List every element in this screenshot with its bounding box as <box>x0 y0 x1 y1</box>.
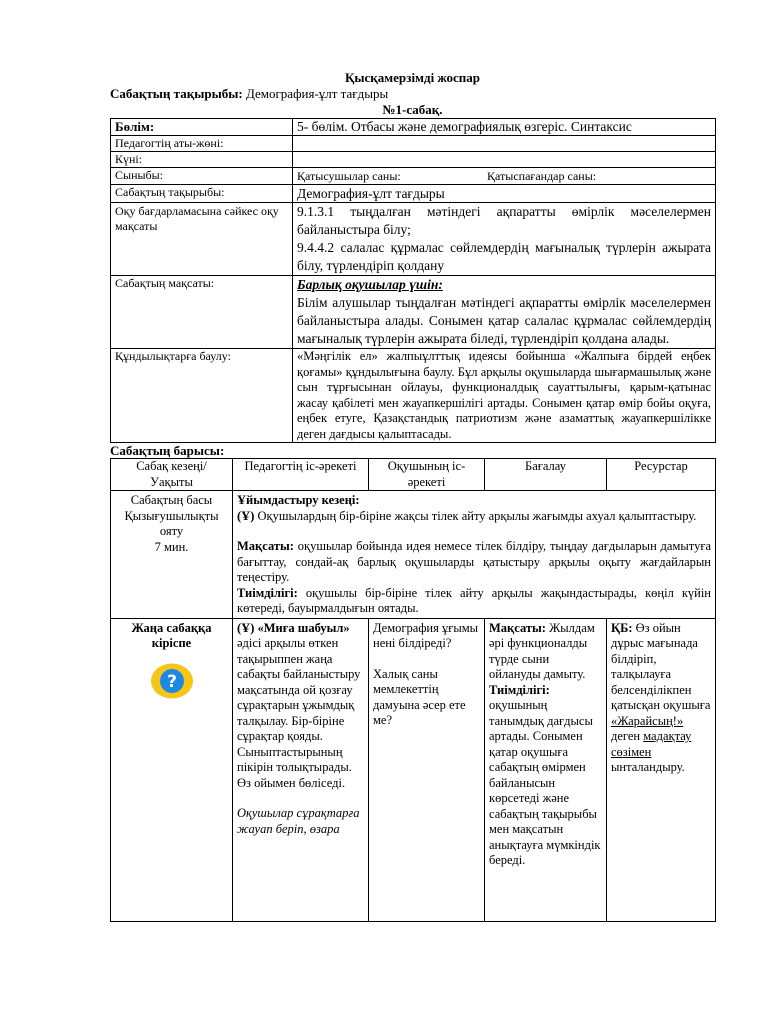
topic-value: Демография-ұлт тағдыры <box>293 185 716 203</box>
goal-text: оқушылар бойында идея немесе тілек білдіру, тыңдау дағдыларын дамытуға бағыттау, сондай-ақ барлық оқушыларды қатыстыру арқылы оқыту жағдайларын теңестіру. <box>237 539 711 584</box>
goals-heading: Барлық оқушылар үшін: <box>297 277 443 292</box>
stage-1-content <box>233 491 716 619</box>
praise-phrase: мадақтау сөзімен <box>611 729 692 759</box>
assess-goal-label: Мақсаты: <box>489 620 546 635</box>
stage-1-name-cell <box>111 491 233 619</box>
meta-table <box>110 118 716 443</box>
flow-header-row <box>111 459 716 491</box>
objectives-row <box>111 203 716 276</box>
date-value <box>293 152 716 168</box>
class-label: Сыныбы: <box>111 168 293 185</box>
teacher-label: Педагогтің аты-жөні: <box>111 136 293 152</box>
col-header-student: Оқушының іс-әрекеті <box>369 459 485 491</box>
stage-2-teacher-cell <box>233 618 369 921</box>
values-label: Құндылықтарға баулу: <box>111 349 293 443</box>
teacher-row <box>111 136 716 152</box>
col-header-stage: Сабақ кезеңі/Уақыты <box>111 459 233 491</box>
student-question-1: Демография ұғымы нені білдіреді? <box>373 620 479 650</box>
question-icon <box>150 662 194 700</box>
share-text: Өз ойымен бөліседі. <box>237 775 346 790</box>
brainstorm-method: (Ұ) «Миға шабуыл» <box>237 620 350 635</box>
section-value: 5- бөлім. Отбасы және демографиялық өзгеріс. Синтаксис <box>293 119 716 136</box>
stage-2-student-cell <box>369 618 485 921</box>
lesson-plan-page <box>110 68 715 922</box>
assess-goal-text: Жылдам әрі функционалды түрде сыни ойлануды дамыту. <box>489 620 595 681</box>
lesson-flow-table <box>110 458 716 922</box>
fa-label: ҚБ: <box>611 620 633 635</box>
assess-effect-text: оқушының танымдық дағдысы артады. Сонымен қатар оқушыға сабақтың өмірмен байланысын көрсетеді және сабақтың тақырыбы мен мақсатын анықтауға мүмкіндік береді. <box>489 698 601 867</box>
col-header-resources: Ресурстар <box>607 459 716 491</box>
present-label: Қатысушылар саны: <box>297 169 401 183</box>
date-label: Күні: <box>111 152 293 168</box>
goals-cell <box>293 276 716 349</box>
topic-row <box>111 185 716 203</box>
effect-text: оқушылы бір-біріне тілек айту арқылы жақындастырады, көңіл күйін көтереді, бауырмалдығын оятады. <box>237 585 711 615</box>
section-row <box>111 119 716 136</box>
objective-2: 9.4.4.2 салалас құрмалас сөйлемдердің мағыналық түрлерін ажырата білу, түрлендіріп қолдану <box>297 240 711 273</box>
values-text: «Мәңгілік ел» жалпыұлттық идеясы бойынша «Жалпыға бірдей еңбек қоғамы» құндылығына баулу. Бұл арқылы оқушыларда шығармашылық және сын тұрғысынан ойлауы, функционалдық сауаттылығы, қарым-қатынас жасау қабілеті мен жауапкершілігі артады. Сонымен қатар өмір бойы оқуға, еңбек етуге, Қазақстандық патриотизм және азаматтық жауапкершілікке деген дағдысы қалыптасады. <box>293 349 716 443</box>
students-answer-text: Оқушылар сұрақтарға жауап беріп, өзара <box>237 806 360 836</box>
header-topic <box>110 86 715 102</box>
svg-text:?: ? <box>166 671 177 692</box>
fa-mid: деген <box>611 729 644 743</box>
brainstorm-text: әдісі арқылы өткен тақырыппен жаңа сабақты байланыстыру мақсатында ой қозғау сұрақтарын ұжымдық талқылау. Бір-біріне сұрақтар қояды. Сыныптастырының пікірін толықтырады. <box>237 636 361 774</box>
date-row <box>111 152 716 168</box>
effect-label: Тиімділігі: <box>237 585 298 600</box>
teacher-value <box>293 136 716 152</box>
header-topic-value: Демография-ұлт тағдыры <box>242 86 389 101</box>
stage-2-name: Жаңа сабаққа кіріспе <box>131 620 212 650</box>
goals-label: Сабақтың мақсаты: <box>111 276 293 349</box>
assess-effect-label: Тиімділігі: <box>489 682 550 697</box>
values-row <box>111 349 716 443</box>
objectives-cell <box>293 203 716 276</box>
objective-1: 9.1.3.1 тыңдалған мәтіндегі ақпаратты өмірлік мәселелермен байланыстыра білу; <box>297 204 711 237</box>
lesson-flow-title: Сабақтың барысы: <box>110 443 225 458</box>
lesson-number: №1-сабақ. <box>382 102 443 117</box>
topic-label: Сабақтың тақырыбы: <box>111 185 293 203</box>
section-label: Бөлім: <box>111 119 293 136</box>
fa-end: ынталандыру. <box>611 760 685 774</box>
stage-1-time: 7 мин. <box>154 539 189 554</box>
fa-text: Өз ойын дұрыс мағынада білдіріп, талқылауға белсенділікпен қатысқан оқушыға <box>611 620 711 712</box>
praise-word: «Жарайсың!» <box>611 713 684 728</box>
stage-2-name-cell <box>111 618 233 921</box>
goals-text: Білім алушылар тыңдалған мәтіндегі ақпаратты өмірлік мәселелермен байланыстыра алады. Сонымен қатар салалас құрмалас сөйлемдердің мағыналық түрлерін ажырата біледі, түрлендіріп қолдана алады. <box>297 295 711 346</box>
col-header-teacher: Педагогтің іс-әрекеті <box>233 459 369 491</box>
goal-label: Мақсаты: <box>237 539 294 553</box>
absent-label: Қатыспағандар саны: <box>487 169 597 183</box>
stage-1-row <box>111 491 716 619</box>
stage-2-assessment-cell <box>485 618 607 921</box>
stage-2-row <box>111 618 716 921</box>
stage-1-name: Сабақтың басы Қызығушылықты ояту <box>124 493 219 538</box>
attendance-cell <box>293 168 716 185</box>
class-row <box>111 168 716 185</box>
org-marker: (Ұ) <box>237 508 255 523</box>
stage-2-resources-cell <box>607 618 716 921</box>
goals-row <box>111 276 716 349</box>
org-heading: Ұйымдастыру кезеңі: <box>237 493 360 507</box>
header-topic-label: Сабақтың тақырыбы: <box>110 86 243 101</box>
org-text: Оқушылардың бір-біріне жақсы тілек айту арқылы жағымды ахуал қалыптастыру. <box>254 508 697 523</box>
objectives-label: Оқу бағдарламасына сәйкес оқу мақсаты <box>111 203 293 276</box>
document-title: Қысқамерзімді жоспар <box>344 70 481 85</box>
student-question-2: Халық саны мемлекеттің дамуына әсер ете ме? <box>373 666 466 727</box>
col-header-assessment: Бағалау <box>485 459 607 491</box>
